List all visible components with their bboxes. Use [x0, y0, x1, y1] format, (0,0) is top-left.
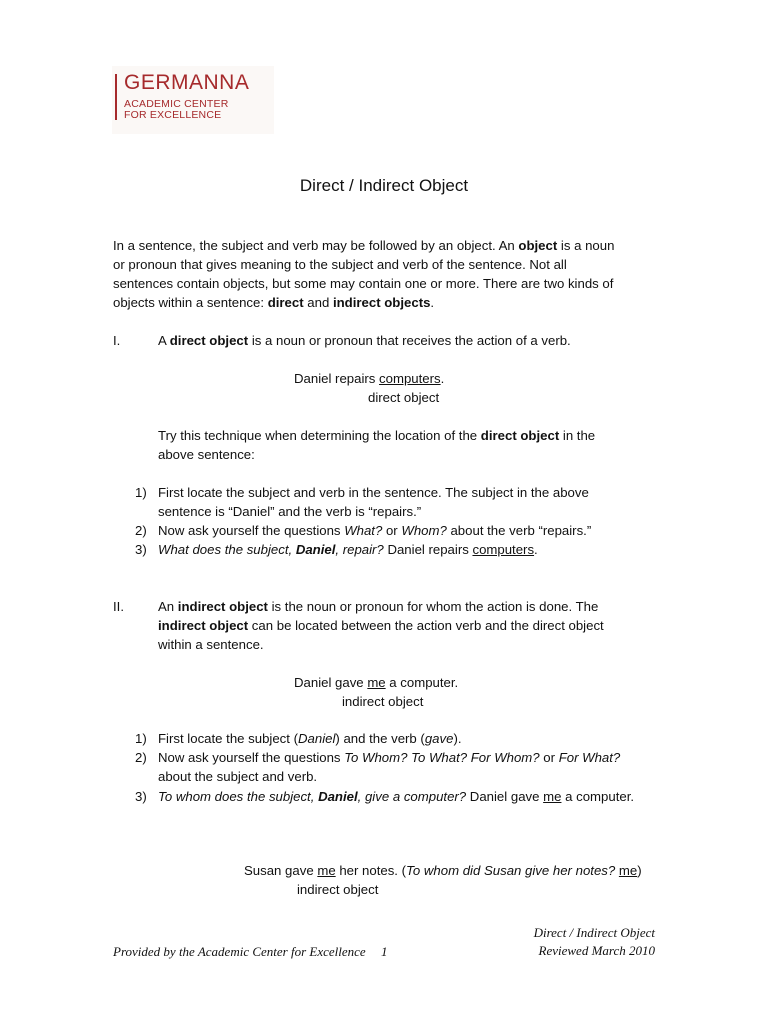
- footer-reviewed-date: Reviewed March 2010: [538, 943, 655, 958]
- italic-text: , repair?: [335, 542, 384, 557]
- section-2-example: [294, 673, 458, 692]
- bold-italic-subject: Daniel: [295, 542, 336, 557]
- text: First locate the subject (: [158, 731, 298, 746]
- step-number: 2): [135, 750, 147, 765]
- text: Daniel gave: [466, 789, 544, 804]
- step-number: 2): [135, 523, 147, 538]
- section-1-try-line-1: [158, 426, 595, 445]
- underlined-object: me: [367, 675, 386, 690]
- text: .: [440, 371, 445, 386]
- underlined-object: me: [543, 789, 562, 804]
- italic-text: To whom does the subject,: [158, 789, 319, 804]
- text: ).: [453, 731, 462, 746]
- section-1-try-line-2: above sentence:: [158, 447, 255, 462]
- section-2-example-2-label: indirect object: [297, 882, 379, 897]
- section-1-step-1-line-1: First locate the subject and verb in the sentence. The subject in the above: [158, 485, 589, 500]
- section-1-definition: [158, 331, 571, 350]
- section-1-step-3: [158, 540, 538, 559]
- italic-text: , give a computer?: [357, 789, 467, 804]
- text: is a noun or pronoun that receives the action of a verb.: [248, 333, 571, 348]
- intro-line-4: [113, 293, 434, 312]
- intro-text: objects within a sentence:: [113, 295, 268, 310]
- intro-text: and: [303, 295, 333, 310]
- bold-term: indirect object: [158, 618, 249, 633]
- logo-name: GERMANNA: [124, 71, 250, 94]
- text: Daniel repairs: [294, 371, 380, 386]
- text: ) and the verb (: [335, 731, 425, 746]
- step-number: 3): [135, 789, 147, 804]
- footer-document-info: [534, 924, 655, 960]
- section-2-step-1: [158, 729, 462, 748]
- underlined-object: me: [317, 863, 336, 878]
- logo-subtitle-line2: FOR EXCELLENCE: [124, 109, 222, 121]
- text: Now ask yourself the questions: [158, 523, 345, 538]
- text: is the noun or pronoun for whom the action is done. The: [267, 599, 599, 614]
- italic-subject: Daniel: [298, 731, 336, 746]
- section-1-example: [294, 369, 444, 388]
- section-1-numeral: I.: [113, 333, 121, 348]
- italic-text: What does the subject,: [158, 542, 296, 557]
- text: a computer.: [385, 675, 459, 690]
- section-2-step-2-line-1: [158, 748, 620, 767]
- bold-italic-subject: Daniel: [318, 789, 358, 804]
- text: about the verb “repairs.”: [446, 523, 592, 538]
- bold-term: indirect object: [177, 599, 268, 614]
- intro-text: .: [430, 295, 435, 310]
- section-2-numeral: II.: [113, 599, 124, 614]
- section-2-step-2-line-2: about the subject and verb.: [158, 769, 318, 784]
- section-1-step-2: [158, 521, 591, 540]
- bold-term: direct object: [480, 428, 560, 443]
- section-2-definition-line-3: within a sentence.: [158, 637, 264, 652]
- text: Try this technique when determining the location of the: [158, 428, 481, 443]
- italic-verb: gave: [424, 731, 454, 746]
- italic-question: What?: [344, 523, 383, 538]
- text: Daniel gave: [294, 675, 368, 690]
- section-2-example-2: [244, 861, 642, 880]
- intro-line-3: sentences contain objects, but some may contain one or more. There are two kinds of: [113, 276, 614, 291]
- underlined-object: computers: [472, 542, 535, 557]
- intro-line-1: [113, 236, 614, 255]
- italic-question: For What?: [558, 750, 621, 765]
- footer-page-number: 1: [381, 944, 388, 959]
- text: her notes. (: [335, 863, 407, 878]
- intro-bold-indirect: indirect objects: [332, 295, 431, 310]
- intro-line-2: or pronoun that gives meaning to the subject and verb of the sentence. Not all: [113, 257, 567, 272]
- section-2-definition-line-1: [158, 597, 598, 616]
- intro-bold-object: object: [518, 238, 558, 253]
- text: can be located between the action verb and the direct object: [248, 618, 604, 633]
- intro-bold-direct: direct: [267, 295, 304, 310]
- text: Susan gave: [244, 863, 318, 878]
- section-2-definition-line-2: [158, 616, 604, 635]
- intro-text: is a noun: [557, 238, 615, 253]
- text: .: [534, 542, 538, 557]
- step-number: 1): [135, 485, 147, 500]
- page-title: Direct / Indirect Object: [299, 176, 469, 195]
- text: A: [158, 333, 170, 348]
- intro-text: In a sentence, the subject and verb may be followed by an object. An: [113, 238, 519, 253]
- text: or: [539, 750, 559, 765]
- section-1-step-1-line-2: sentence is “Daniel” and the verb is “repairs.”: [158, 504, 422, 519]
- step-number: 3): [135, 542, 147, 557]
- logo-accent-bar: [115, 74, 117, 120]
- italic-question: Whom?: [401, 523, 447, 538]
- text: a computer.: [561, 789, 635, 804]
- footer-doc-title: Direct / Indirect Object: [533, 925, 655, 940]
- italic-question: To whom did Susan give her notes?: [406, 863, 616, 878]
- underlined-object: me: [618, 863, 638, 878]
- section-1-example-label: direct object: [368, 390, 440, 405]
- germanna-logo: [112, 66, 274, 134]
- italic-question: To Whom? To What? For Whom?: [344, 750, 540, 765]
- section-2-example-label: indirect object: [342, 694, 424, 709]
- logo-subtitle-line1: ACADEMIC CENTER: [124, 98, 229, 110]
- text: Daniel repairs: [383, 542, 473, 557]
- text: ): [637, 863, 642, 878]
- text: An: [158, 599, 178, 614]
- section-2-step-3: [158, 787, 634, 806]
- underlined-object: computers: [379, 371, 441, 386]
- bold-term: direct object: [169, 333, 249, 348]
- text: Now ask yourself the questions: [158, 750, 345, 765]
- step-number: 1): [135, 731, 147, 746]
- text: or: [382, 523, 402, 538]
- footer-provider: Provided by the Academic Center for Excellence: [113, 944, 366, 959]
- text: in the: [559, 428, 596, 443]
